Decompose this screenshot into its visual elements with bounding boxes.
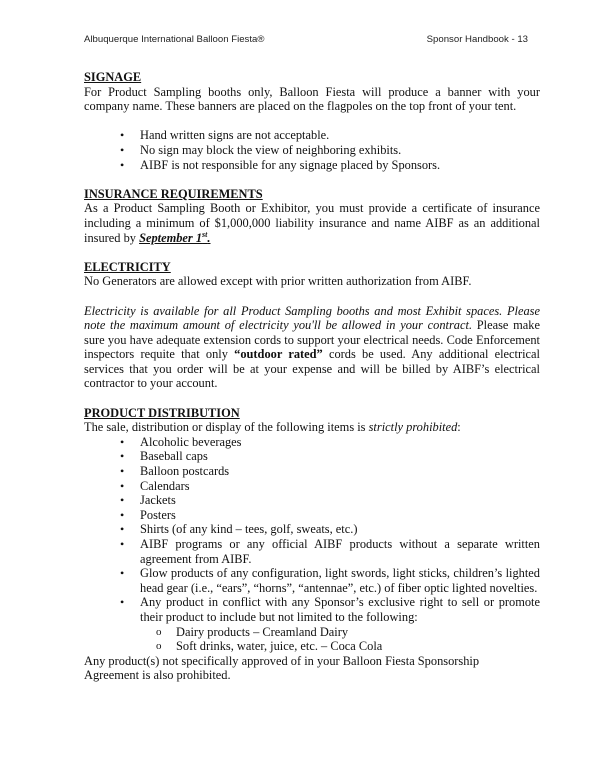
section-title-electricity: ELECTRICITY [84,259,171,274]
insurance-deadline [139,231,210,245]
product-distribution-closing: Any product(s) not specifically approved of in your Balloon Fiesta Sponsorship Agreement is also prohibited. [84,653,480,683]
page-header [84,34,528,48]
list-item [84,595,540,653]
insurance-paragraph [84,201,540,245]
prohibited-items-list [84,435,540,654]
deadline-period: . [207,230,211,245]
section-electricity [84,260,540,391]
list-item: • Baseball caps [84,449,540,464]
section-product-distribution [84,406,540,683]
electricity-details-paragraph [84,304,540,392]
section-signage [84,70,540,172]
list-item: • Balloon postcards [84,464,540,479]
list-item: • No sign may block the view of neighboring exhibits. [84,143,540,158]
intro-colon: : [457,420,461,435]
electricity-italic-text: Electricity is available for all Product Sampling booths and most Exhibit spaces. Please note the maximum amount of electricity you'll be allowed in your contract. [84,303,540,333]
section-title-insurance: INSURANCE REQUIREMENTS [84,186,263,201]
deadline-ordinal: st [202,229,208,239]
electricity-generators-paragraph: No Generators are allowed except with prior written authorization from AIBF. [84,274,472,289]
list-item: • Posters [84,508,540,523]
intro-text: The sale, distribution or display of the following items is [84,420,369,435]
list-item: • AIBF is not responsible for any signage placed by Sponsors. [84,158,540,173]
deadline-date: September 1 [139,230,203,245]
page-content [84,70,540,683]
list-item: • Jackets [84,493,540,508]
electricity-text-end: cords be used. Any additional electrical services that you order will be at your expense and will be billed by AIBF’s electrical contractor to your account. [84,347,540,391]
list-item: • Alcoholic beverages [84,435,540,450]
sub-list-item: o Dairy products – Creamland Dairy [84,625,540,640]
header-page-number: Sponsor Handbook - 13 [426,34,528,45]
list-item: • Glow products of any configuration, light swords, light sticks, children’s lighted head gear (i.e., “ears”, “horns”, “antennae”, etc.) of fiber optic lighted novelties. [84,566,540,595]
list-item: • Calendars [84,479,540,494]
header-document-title: Albuquerque International Balloon Fiesta® [84,34,265,45]
list-item: • Hand written signs are not acceptable. [84,128,540,143]
list-item: • Shirts (of any kind – tees, golf, sweats, etc.) [84,522,540,537]
list-item-text: Any product in conflict with any Sponsor’s exclusive right to sell or promote their product to include but not limited to the following: [140,595,540,624]
product-distribution-intro [84,420,540,435]
sponsor-exclusive-sublist [84,625,540,654]
list-item: • AIBF programs or any official AIBF products without a separate written agreement from AIBF. [84,537,540,566]
section-insurance [84,187,540,245]
section-title-product-distribution: PRODUCT DISTRIBUTION [84,405,240,420]
outdoor-rated-text: “outdoor rated” [234,347,323,362]
signage-bullet-list [84,128,540,172]
section-title-signage: SIGNAGE [84,70,142,84]
insurance-text: As a Product Sampling Booth or Exhibitor, you must provide a certificate of insurance including a minimum of $1,000,000 liability insurance and name AIBF as an additional insured by [84,201,540,245]
signage-paragraph: For Product Sampling booths only, Balloon Fiesta will produce a banner with your company name. These banners are placed on the flagpoles on the top front of your tent. [84,84,540,114]
intro-emphasis: strictly prohibited [368,420,458,435]
electricity-text: Please make sure you have adequate extension cords to support your electrical needs. Code Enforcement inspectors requite that only [84,318,540,362]
sub-list-item: o Soft drinks, water, juice, etc. – Coca Cola [84,639,540,654]
